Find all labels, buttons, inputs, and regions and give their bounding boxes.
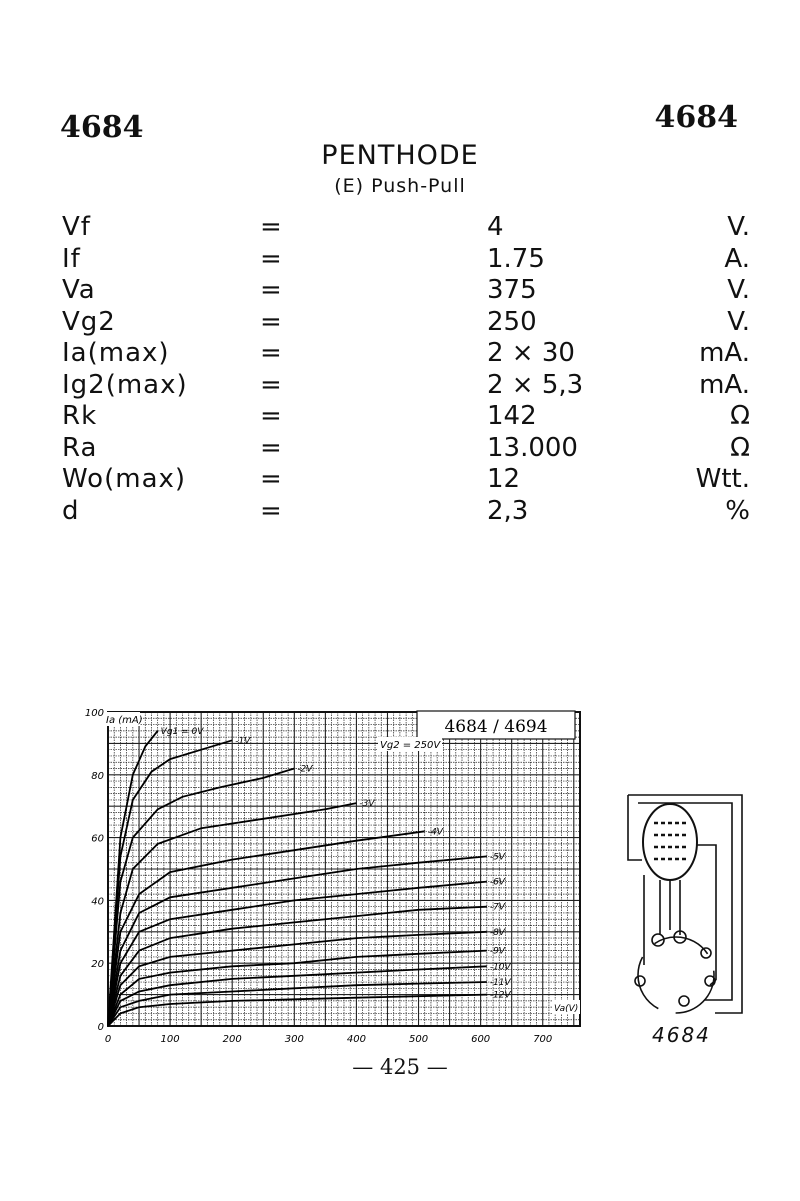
- series-label: -5V: [489, 852, 505, 863]
- series-line: [108, 907, 487, 1026]
- series-label: -9V: [489, 946, 505, 957]
- spec-row: [60, 307, 750, 339]
- tube-envelope-icon: [643, 804, 697, 880]
- spec-value: 13.000: [487, 432, 578, 463]
- tube-pinout-diagram: [620, 785, 750, 1020]
- spec-equals: =: [260, 275, 282, 305]
- spec-value: 2 × 30: [487, 338, 575, 368]
- spec-unit: mA.: [699, 369, 750, 400]
- series-label: Vg1 = 0V: [160, 726, 204, 737]
- spec-symbol: Ia(max): [62, 338, 170, 368]
- y-tick-label: 0: [97, 1022, 104, 1033]
- spec-value: 12: [487, 464, 521, 494]
- spec-symbol: Vf: [62, 212, 91, 242]
- spec-equals: =: [260, 243, 282, 274]
- series-label: -3V: [359, 799, 375, 810]
- spec-value: 2 × 5,3: [487, 369, 584, 400]
- spec-unit: A.: [724, 243, 750, 274]
- spec-equals: =: [260, 432, 282, 463]
- pin-wires: [660, 880, 680, 935]
- spec-row: [60, 496, 750, 528]
- inner-wire: [638, 803, 732, 1000]
- pinout-label: 4684: [652, 1023, 711, 1047]
- x-tick-label: 0: [104, 1034, 112, 1045]
- spec-equals: =: [260, 338, 282, 368]
- x-tick-label: 700: [533, 1034, 553, 1045]
- series-line: [108, 856, 487, 1026]
- tube-number-left: 4684: [60, 110, 144, 145]
- x-tick-label: 100: [160, 1034, 180, 1045]
- series-label: -12V: [489, 990, 511, 1001]
- spec-symbol: d: [62, 495, 80, 526]
- series-label: -2V: [297, 764, 313, 775]
- spec-row: [60, 212, 750, 244]
- series-label: -7V: [489, 902, 505, 913]
- spec-unit: V.: [727, 275, 750, 305]
- series-label: -10V: [489, 962, 511, 973]
- spec-unit: Wtt.: [695, 464, 750, 494]
- spec-unit: V.: [727, 306, 750, 337]
- series-label: -4V: [427, 827, 443, 838]
- spec-equals: =: [260, 401, 282, 431]
- spec-row: [60, 433, 750, 465]
- chart-title: 4684 / 4694: [444, 717, 548, 737]
- series-line: [108, 932, 487, 1026]
- tube-grids-icon: [654, 823, 686, 859]
- spec-symbol: Va: [62, 275, 96, 305]
- page-title: PENTHODE: [321, 140, 479, 171]
- pin-icon: [679, 996, 689, 1006]
- x-tick-label: 600: [471, 1034, 491, 1045]
- y-tick-label: 40: [91, 896, 104, 908]
- spec-symbol: Vg2: [62, 306, 116, 337]
- spec-row: [60, 244, 750, 276]
- anode-wire: [697, 845, 716, 985]
- series-label: -6V: [489, 877, 505, 888]
- anode-characteristic-chart: [80, 700, 590, 1050]
- series-line: [108, 995, 487, 1026]
- spec-table: [60, 212, 750, 527]
- x-tick-label: 400: [346, 1034, 366, 1045]
- spec-symbol: Ig2(max): [62, 369, 188, 400]
- spec-row: [60, 275, 750, 307]
- vg2-annotation: Vg2 = 250V: [380, 740, 441, 751]
- spec-unit: Ω: [730, 432, 750, 463]
- spec-value: 250: [487, 306, 537, 337]
- spec-equals: =: [260, 369, 282, 400]
- spec-unit: mA.: [699, 338, 750, 368]
- page-number: — 425 —: [352, 1055, 448, 1079]
- page-subtitle: (E) Push-Pull: [334, 175, 466, 197]
- spec-equals: =: [260, 212, 282, 242]
- spec-value: 375: [487, 275, 537, 305]
- spec-row: [60, 370, 750, 402]
- spec-unit: Ω: [730, 401, 750, 431]
- spec-symbol: If: [62, 243, 81, 274]
- spec-row: [60, 401, 750, 433]
- series-label: -11V: [489, 978, 511, 989]
- spec-unit: V.: [727, 212, 750, 242]
- y-tick-label: 100: [84, 708, 104, 719]
- spec-row: [60, 338, 750, 370]
- x-tick-label: 200: [222, 1034, 242, 1045]
- tube-number-right: 4684: [654, 100, 738, 135]
- x-tick-label: 300: [284, 1034, 304, 1045]
- spec-equals: =: [260, 495, 282, 526]
- spec-value: 1.75: [487, 243, 545, 274]
- spec-value: 2,3: [487, 495, 529, 526]
- y-tick-label: 20: [91, 959, 104, 971]
- spec-value: 142: [487, 401, 537, 431]
- spec-symbol: Wo(max): [62, 464, 187, 494]
- series-label: -1V: [235, 736, 251, 747]
- spec-value: 4: [487, 212, 504, 242]
- spec-row: [60, 464, 750, 496]
- left-wire: [628, 795, 642, 860]
- x-tick-label: 500: [408, 1034, 429, 1045]
- y-tick-label: 60: [91, 833, 104, 845]
- series-label: -8V: [489, 927, 505, 938]
- y-axis-label: Ia (mA): [106, 715, 143, 726]
- spec-symbol: Ra: [62, 432, 98, 463]
- x-unit-label: Va(V): [554, 1004, 579, 1014]
- spec-equals: =: [260, 464, 282, 494]
- spec-symbol: Rk: [62, 401, 98, 431]
- chart-curves: [108, 727, 512, 1026]
- spec-unit: %: [725, 495, 750, 526]
- spec-equals: =: [260, 306, 282, 337]
- y-tick-label: 80: [91, 770, 104, 782]
